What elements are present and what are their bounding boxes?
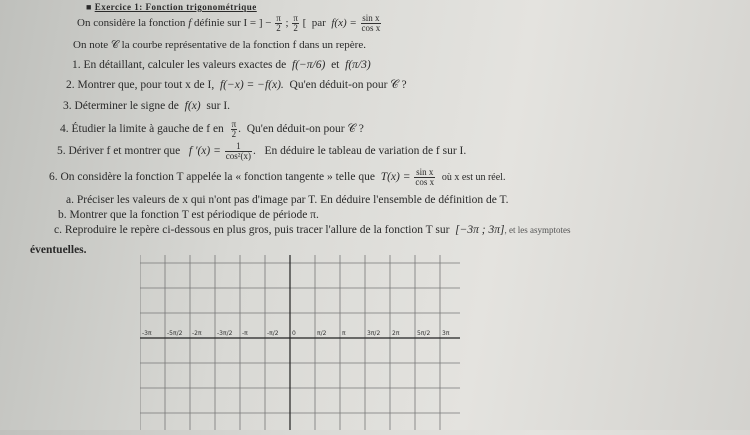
bullet-icon: ■ <box>86 2 92 12</box>
question-6b: b. Montrer que la fonction T est périodique de période π. <box>58 209 319 221</box>
grid-svg <box>140 255 480 430</box>
x-tick-label: π/2 <box>317 330 327 337</box>
question-3: 3. Déterminer le signe de f(x) sur I. <box>63 100 231 112</box>
x-tick-label: 2π <box>392 330 400 337</box>
question-6a: a. Préciser les valeurs de x qui n'ont pas d'image par T. En déduire l'ensemble de définition de T. <box>66 194 509 206</box>
x-tick-label: π <box>342 330 346 337</box>
x-tick-label: -3π <box>142 330 152 337</box>
x-tick-label: 3π <box>442 330 450 337</box>
x-tick-label: -π <box>242 330 248 337</box>
question-5: 5. Dériver f et montrer que f ′(x) = $\frac{1}{\text{cos²(x)}}$ . En déduire le tableau de variation de f sur I. <box>57 141 467 161</box>
x-tick-label: -π/2 <box>267 330 279 337</box>
exercise-title: ■ Exercice 1: Fonction trigonométrique <box>86 2 257 12</box>
question-1: 1. En détaillant, calculer les valeurs exactes de f(−π/6) et f(π/3) <box>72 59 371 71</box>
question-6c: c. Reproduire le repère ci-dessous en plus gros, puis tracer l'allure de la fonction T sur [−3π ; 3π], et les asymptotes <box>54 224 571 236</box>
x-tick-label: 5π/2 <box>417 330 431 337</box>
fraction: $\frac{\pi}{2}$ <box>276 13 281 33</box>
question-2: 2. Montrer que, pour tout x de I, f(−x) = −f(x). Qu'en déduit-on pour 𝒞 ? <box>66 79 407 91</box>
fraction: $\frac{\pi}{2}$ <box>293 13 298 33</box>
intro-line-1: On considère la fonction f définie sur I = ] − $\frac{\pi}{2}$ ; $\frac{\pi}{2}$ [ par f(x) = $\frac{\text{sin x}}{\text{cos x}}$ <box>77 13 381 33</box>
x-tick-label: -5π/2 <box>167 330 183 337</box>
question-6: 6. On considère la fonction T appelée la « fonction tangente » telle que T(x) = $\frac{\text{sin x}}{\text{cos x}}$ où x est un réel. <box>49 167 506 187</box>
fraction: $\frac{\text{sin x}}{\text{cos x}}$ <box>361 13 381 33</box>
x-tick-label: -2π <box>192 330 202 337</box>
x-tick-label: 0 <box>292 330 296 337</box>
x-tick-label: -3π/2 <box>217 330 233 337</box>
coordinate-grid <box>140 255 480 435</box>
question-6c-end: éventuelles. <box>30 244 87 256</box>
x-tick-label: 3π/2 <box>367 330 381 337</box>
intro-line-2: On note 𝒞 la courbe représentative de la fonction f dans un repère. <box>73 39 366 51</box>
question-4: 4. Étudier la limite à gauche de f en $\frac{\pi}{2}$ . Qu'en déduit-on pour 𝒞 ? <box>60 119 364 139</box>
